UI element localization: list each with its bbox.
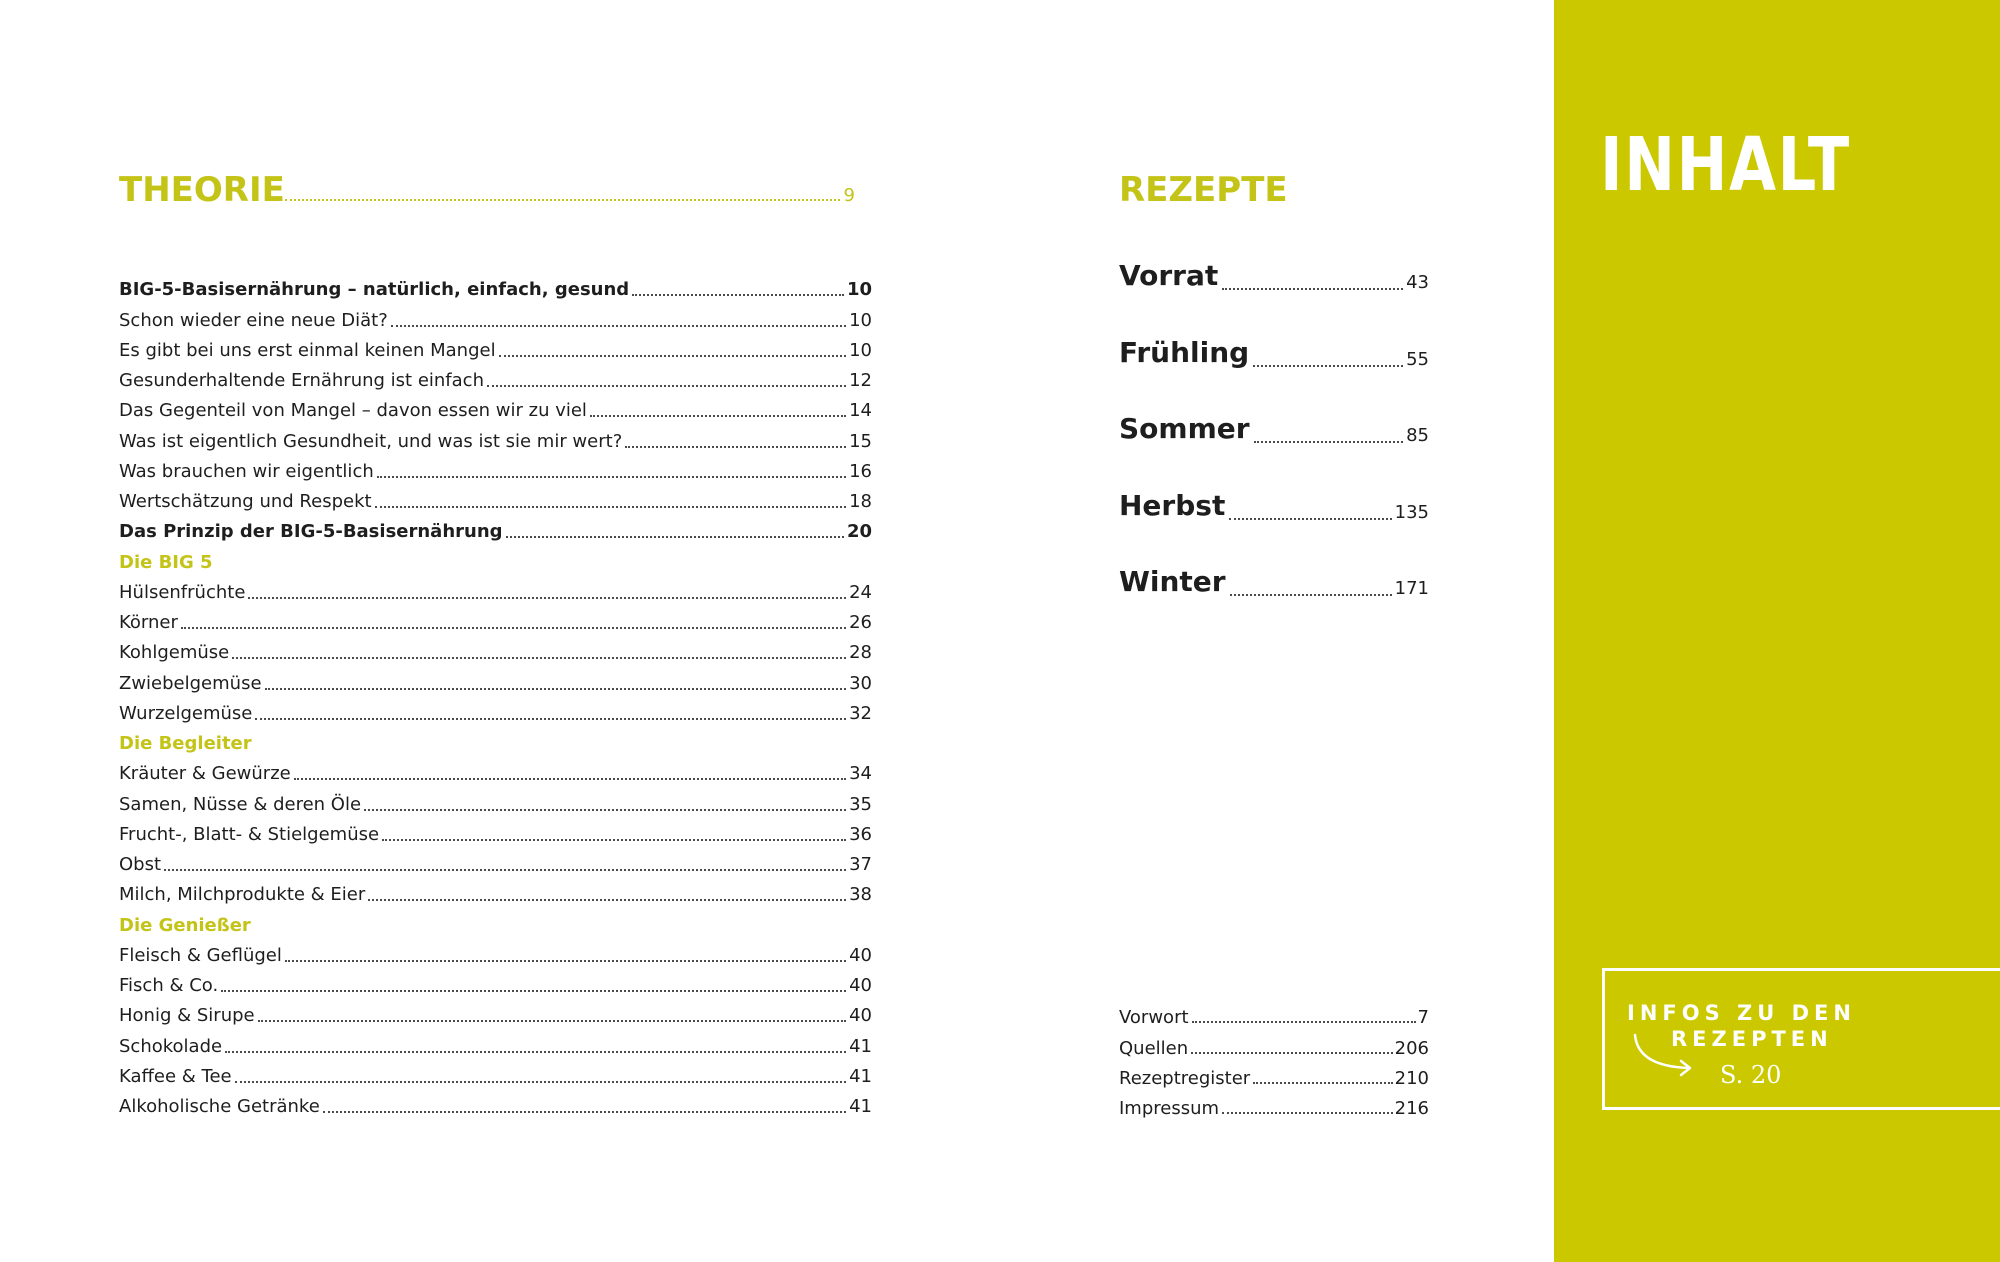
toc-entry-page: 20 xyxy=(846,521,872,543)
dot-leader xyxy=(285,199,840,201)
toc-entry-page: 36 xyxy=(849,823,872,845)
toc-entry-page: 10 xyxy=(846,279,872,301)
rezepte-entry-fr-hling[interactable] xyxy=(1119,335,1429,416)
misc-entry-quellen[interactable] xyxy=(1119,1027,1429,1057)
toc-entry[interactable] xyxy=(119,361,872,391)
toc-entry-title: Gesunderhaltende Ernährung ist einfach xyxy=(119,370,484,391)
toc-entry-page: 12 xyxy=(849,370,872,391)
toc-section-heading xyxy=(119,905,872,935)
toc-entry-page: 15 xyxy=(849,430,872,452)
sidebar-title: INHALT xyxy=(1600,122,1851,208)
toc-entry-title: Fisch & Co. xyxy=(119,975,219,996)
toc-entry-title: BIG-5-Basisernährung – natürlich, einfach, gesund xyxy=(119,279,630,301)
toc-entry-title: Obst xyxy=(119,854,162,875)
theorie-heading: THEORIE xyxy=(119,170,285,210)
rezepte-entry-title: Winter xyxy=(1119,565,1226,598)
dot-leader xyxy=(285,960,846,962)
dot-leader xyxy=(248,597,846,599)
dot-leader xyxy=(1229,492,1391,520)
dot-leader xyxy=(506,536,844,538)
toc-entry[interactable] xyxy=(119,482,872,512)
rezepte-heading: REZEPTE xyxy=(1119,170,1288,210)
toc-entry-page: 26 xyxy=(849,612,872,633)
toc-entry-page: 32 xyxy=(849,702,872,724)
toc-entry[interactable] xyxy=(119,391,872,421)
toc-entry-title: Körner xyxy=(119,612,178,633)
toc-entry-title: Kohlgemüse xyxy=(119,642,230,664)
toc-entry[interactable] xyxy=(119,936,872,966)
infobox-line2: REZEPTEN xyxy=(1671,1027,1833,1051)
toc-entry[interactable] xyxy=(119,421,872,451)
toc-entry-page: 41 xyxy=(849,1096,872,1117)
rezepte-entry-title: Sommer xyxy=(1119,412,1250,445)
rezepte-entry-page: 135 xyxy=(1394,501,1429,523)
dot-leader xyxy=(1222,1112,1393,1114)
toc-entry[interactable] xyxy=(119,1087,872,1117)
toc-entry[interactable] xyxy=(119,875,872,905)
toc-entry-title: Das Gegenteil von Mangel – davon essen wir zu viel xyxy=(119,400,587,422)
rezepte-entry-winter[interactable] xyxy=(1119,565,1429,645)
dot-leader xyxy=(221,990,846,992)
toc-entry-page: 40 xyxy=(849,1005,872,1027)
misc-entry-title: Quellen xyxy=(1119,1037,1189,1059)
toc-entry-page: 40 xyxy=(849,975,872,996)
toc-entry[interactable] xyxy=(119,331,872,361)
toc-entry-title: Frucht-, Blatt- & Stielgemüse xyxy=(119,823,380,845)
dot-leader xyxy=(368,899,846,901)
rezepte-entry-page: 43 xyxy=(1406,272,1429,293)
dot-leader xyxy=(323,1111,846,1113)
dot-leader xyxy=(265,688,847,690)
dot-leader xyxy=(1253,1082,1392,1084)
dot-leader xyxy=(382,839,846,841)
toc-entry-page: 24 xyxy=(849,581,872,603)
dot-leader xyxy=(375,506,847,508)
dot-leader xyxy=(1192,1021,1416,1023)
dot-leader xyxy=(164,869,846,871)
toc-entry[interactable] xyxy=(119,512,872,542)
toc-entry-page: 34 xyxy=(849,763,872,785)
dot-leader xyxy=(258,1020,846,1022)
dot-leader xyxy=(377,476,846,478)
toc-entry[interactable] xyxy=(119,996,872,1026)
rezepte-entry-page: 85 xyxy=(1406,425,1429,446)
toc-entry-page: 40 xyxy=(849,944,872,966)
recipe-info-box[interactable] xyxy=(1602,968,2000,1110)
toc-entry-title: Zwiebelgemüse xyxy=(119,672,262,694)
toc-entry[interactable] xyxy=(119,1026,872,1056)
rezepte-toc-list xyxy=(1119,259,1429,645)
toc-entry[interactable] xyxy=(119,633,872,663)
toc-entry[interactable] xyxy=(119,300,872,330)
toc-entry-title: Was brauchen wir eigentlich xyxy=(119,460,374,482)
dot-leader xyxy=(255,718,846,720)
rezepte-entry-page: 55 xyxy=(1406,348,1429,370)
toc-entry-page: 16 xyxy=(849,460,872,482)
dot-leader xyxy=(1191,1052,1393,1054)
toc-entry-title: Fleisch & Geflügel xyxy=(119,944,282,966)
toc-entry-title: Die BIG 5 xyxy=(119,551,213,573)
curved-arrow-icon xyxy=(1631,1031,1701,1081)
misc-entry-page: 206 xyxy=(1394,1037,1429,1059)
misc-entry-title: Rezeptregister xyxy=(1119,1067,1251,1089)
rezepte-entry-herbst[interactable] xyxy=(1119,488,1429,569)
toc-entry[interactable] xyxy=(119,845,872,875)
toc-entry[interactable] xyxy=(119,694,872,724)
dot-leader xyxy=(364,809,846,811)
dot-leader xyxy=(1254,415,1404,443)
toc-entry-title: Schon wieder eine neue Diät? xyxy=(119,309,388,331)
toc-entry-title: Das Prinzip der BIG-5-Basisernährung xyxy=(119,521,503,543)
dot-leader xyxy=(625,446,846,448)
dot-leader xyxy=(235,1081,846,1083)
rezepte-entry-page: 171 xyxy=(1394,578,1429,599)
toc-entry-title: Milch, Milchprodukte & Eier xyxy=(119,884,366,906)
misc-entry-title: Vorwort xyxy=(1119,1007,1189,1029)
toc-entry[interactable] xyxy=(119,1057,872,1087)
toc-entry[interactable] xyxy=(119,754,872,784)
rezepte-entry-title: Herbst xyxy=(1119,488,1226,522)
theorie-toc-list xyxy=(119,270,872,1117)
toc-entry[interactable] xyxy=(119,270,872,300)
toc-entry[interactable] xyxy=(119,966,872,996)
toc-entry-page: 41 xyxy=(849,1035,872,1057)
toc-entry-page: 28 xyxy=(849,642,872,664)
toc-entry-page: 10 xyxy=(849,339,872,361)
dot-leader xyxy=(294,778,846,780)
theorie-heading-leader xyxy=(285,183,855,205)
toc-entry-title: Samen, Nüsse & deren Öle xyxy=(119,793,362,815)
toc-entry-title: Kräuter & Gewürze xyxy=(119,763,291,785)
toc-entry[interactable] xyxy=(119,815,872,845)
rezepte-entry-vorrat[interactable] xyxy=(1119,259,1429,339)
misc-entry-title: Impressum xyxy=(1119,1098,1220,1119)
misc-toc-list xyxy=(1119,997,1429,1118)
toc-entry-page: 30 xyxy=(849,672,872,694)
toc-entry-title: Wurzelgemüse xyxy=(119,702,253,724)
dot-leader xyxy=(499,355,847,357)
toc-entry-page: 41 xyxy=(849,1065,872,1087)
misc-entry-page: 216 xyxy=(1394,1098,1429,1119)
dot-leader xyxy=(1253,339,1403,367)
infobox-page-ref: S. 20 xyxy=(1720,1061,1782,1089)
dot-leader xyxy=(1230,568,1392,596)
toc-entry-title: Die Begleiter xyxy=(119,733,252,754)
misc-entry-page: 210 xyxy=(1394,1067,1429,1089)
toc-entry-page: 38 xyxy=(849,884,872,906)
toc-entry-title: Alkoholische Getränke xyxy=(119,1096,320,1117)
toc-entry-title: Honig & Sirupe xyxy=(119,1005,255,1027)
toc-entry[interactable] xyxy=(119,573,872,603)
toc-section-heading xyxy=(119,724,872,754)
rezepte-entry-title: Vorrat xyxy=(1119,259,1219,292)
theorie-page-number: 9 xyxy=(843,185,855,206)
toc-entry[interactable] xyxy=(119,603,872,633)
toc-entry-title: Die Genießer xyxy=(119,914,251,936)
toc-entry-title: Kaffee & Tee xyxy=(119,1065,232,1087)
toc-entry-page: 37 xyxy=(849,854,872,875)
infobox-line1: INFOS ZU DEN xyxy=(1627,1001,1856,1025)
toc-entry-page: 35 xyxy=(849,793,872,815)
dot-leader xyxy=(181,627,846,629)
dot-leader xyxy=(632,294,844,296)
toc-entry-title: Schokolade xyxy=(119,1035,223,1057)
misc-entry-page: 7 xyxy=(1417,1007,1429,1029)
toc-entry-title: Hülsenfrüchte xyxy=(119,581,246,603)
toc-entry-title: Wertschätzung und Respekt xyxy=(119,491,372,512)
toc-entry[interactable] xyxy=(119,784,872,814)
sidebar xyxy=(1554,0,2000,1262)
toc-entry-page: 14 xyxy=(849,400,872,422)
dot-leader xyxy=(1222,262,1403,290)
rezepte-entry-sommer[interactable] xyxy=(1119,412,1429,492)
misc-entry-rezeptregister[interactable] xyxy=(1119,1058,1429,1088)
dot-leader xyxy=(232,657,846,659)
dot-leader xyxy=(225,1051,846,1053)
toc-section-heading xyxy=(119,542,872,572)
toc-entry-title: Es gibt bei uns erst einmal keinen Mangel xyxy=(119,339,496,361)
toc-entry[interactable] xyxy=(119,452,872,482)
dot-leader xyxy=(590,415,846,417)
dot-leader xyxy=(487,385,846,387)
rezepte-entry-title: Frühling xyxy=(1119,335,1250,369)
toc-entry-page: 18 xyxy=(849,491,872,512)
toc-entry-title: Was ist eigentlich Gesundheit, und was ist sie mir wert? xyxy=(119,430,623,452)
misc-entry-vorwort[interactable] xyxy=(1119,997,1429,1027)
dot-leader xyxy=(391,325,846,327)
misc-entry-impressum[interactable] xyxy=(1119,1088,1429,1118)
toc-entry[interactable] xyxy=(119,663,872,693)
toc-entry-page: 10 xyxy=(849,309,872,331)
